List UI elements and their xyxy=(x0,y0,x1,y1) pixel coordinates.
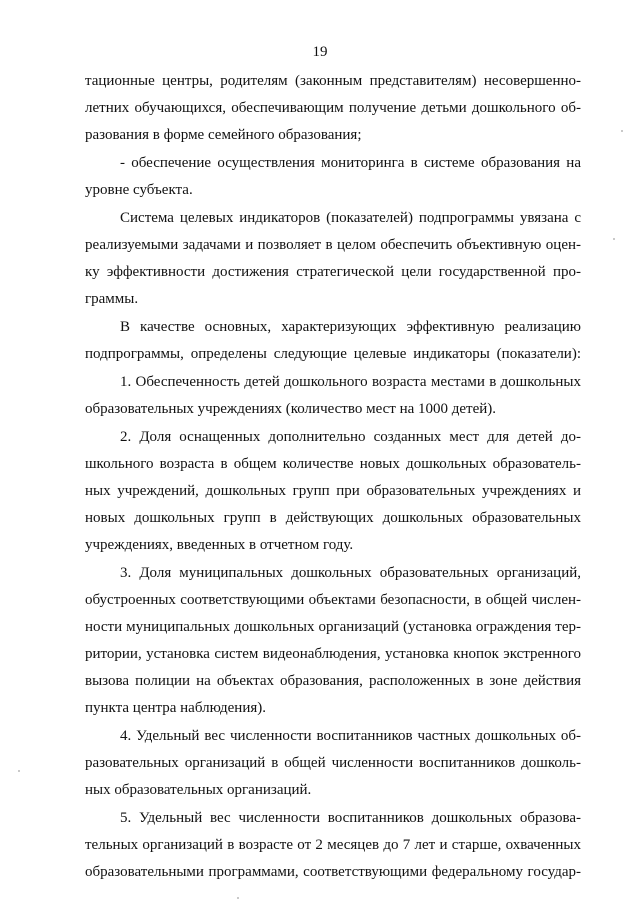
text-line: тельных организаций в возрасте от 2 месяцев до 7 лет и старше, охваченных xyxy=(85,837,581,853)
text-line: уровне субъекта. xyxy=(85,182,193,198)
text-line: ку эффективности достижения стратегической цели государственной про- xyxy=(85,264,581,280)
scan-speck xyxy=(613,238,615,240)
text-line: 4. Удельный вес численности воспитанников частных дошкольных об- xyxy=(120,728,581,744)
text-line: ритории, установка систем видеонаблюдения, установка кнопок экстренного xyxy=(85,646,581,662)
text-line: реализуемыми задачами и позволяет в целом обеспечить объективную оцен- xyxy=(85,237,581,253)
text-line: 2. Доля оснащенных дополнительно созданных мест для детей до- xyxy=(120,429,581,445)
text-line: разования в форме семейного образования; xyxy=(85,127,362,143)
text-line: летних обучающихся, обеспечивающим получение детьми дошкольного об- xyxy=(85,100,581,116)
text-line: 5. Удельный вес численности воспитанников дошкольных образова- xyxy=(120,810,581,826)
text-line: ных образовательных организаций. xyxy=(85,782,312,798)
text-line: ности муниципальных дошкольных организаций (установка ограждения тер- xyxy=(85,619,581,635)
page-number: 19 xyxy=(312,44,328,60)
scan-speck xyxy=(18,770,20,772)
text-line: пункта центра наблюдения). xyxy=(85,700,267,716)
text-line: - обеспечение осуществления мониторинга в системе образования на xyxy=(120,155,581,171)
text-line: 3. Доля муниципальных дошкольных образовательных организаций, xyxy=(120,565,581,581)
text-line: В качестве основных, характеризующих эффективную реализацию xyxy=(120,319,581,335)
text-line: учреждениях, введенных в отчетном году. xyxy=(85,537,354,553)
text-line: вызова полиции на объектах образования, расположенных в зоне действия xyxy=(85,673,581,689)
text-line: Система целевых индикаторов (показателей) подпрограммы увязана с xyxy=(120,210,581,226)
text-line: ных учреждений, дошкольных групп при образовательных учреждениях и xyxy=(85,483,581,499)
text-line: школьного возраста в общем количестве новых дошкольных образователь- xyxy=(85,456,581,472)
text-line: 1. Обеспеченность детей дошкольного возраста местами в дошкольных xyxy=(120,374,581,390)
text-line: новых дошкольных групп в действующих дошкольных образовательных xyxy=(85,510,581,526)
text-line: образовательных учреждениях (количество мест на 1000 детей). xyxy=(85,401,497,417)
text-line: граммы. xyxy=(85,291,139,307)
text-line: образовательными программами, соответствующими федеральному государ- xyxy=(85,864,581,880)
text-line: подпрограммы, определены следующие целевые индикаторы (показатели): xyxy=(85,346,581,362)
text-line: тационные центры, родителям (законным представителям) несовершенно- xyxy=(85,73,581,89)
scan-speck xyxy=(621,130,623,132)
scan-speck xyxy=(237,897,239,899)
text-line: разовательных организаций в общей численности воспитанников дошколь- xyxy=(85,755,581,771)
text-line: обустроенных соответствующими объектами безопасности, в общей числен- xyxy=(85,592,581,608)
